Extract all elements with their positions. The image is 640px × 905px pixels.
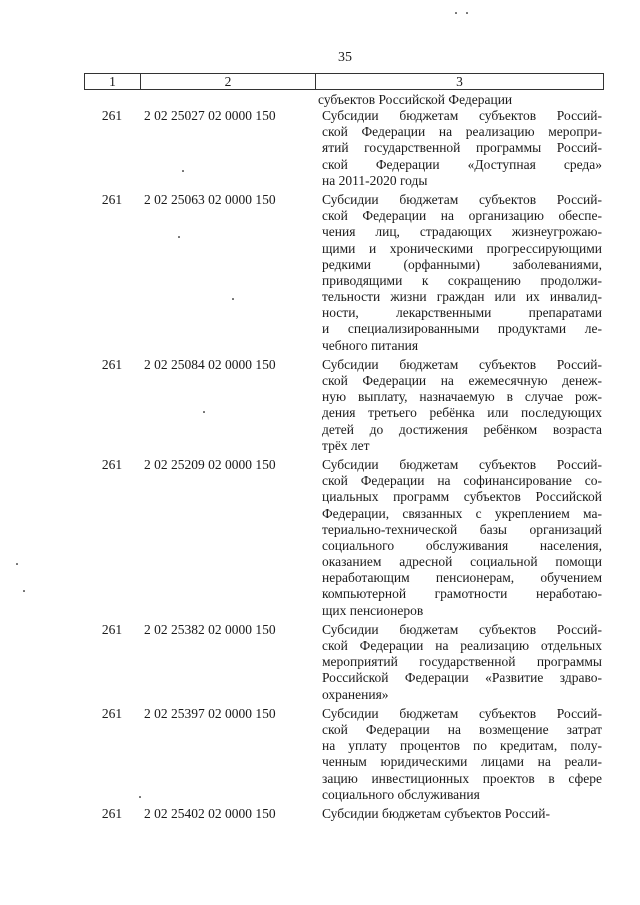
admin-code-cell: 261	[101, 705, 123, 721]
description-line: и специализированными продуктами ле-	[322, 321, 602, 337]
column-header-3: 3	[456, 74, 463, 89]
description-line: ченным юридическими лицами на реали-	[322, 754, 602, 770]
budget-code-cell: 2 02 25027 02 0000 150	[144, 108, 276, 123]
budget-code-cell: 2 02 25397 02 0000 150	[144, 705, 276, 721]
table-row	[84, 457, 604, 619]
admin-code-cell: 261	[101, 108, 123, 123]
admin-code-cell: 261	[101, 456, 123, 472]
table-row	[84, 706, 604, 803]
description-line: ской Федерации на организацию обеспе-	[322, 208, 602, 224]
description-cell	[322, 457, 602, 619]
description-line: Субсидии бюджетам субъектов Россий-	[322, 705, 602, 721]
description-line: Субсидии бюджетам субъектов Россий-	[322, 805, 550, 821]
description-line: охранения»	[322, 686, 389, 702]
description-line: социального обслуживания населения,	[322, 537, 602, 553]
admin-code-cell: 261	[101, 356, 123, 372]
table-header	[84, 73, 604, 90]
description-line: щими и хроническими прогрессирующими	[322, 240, 602, 256]
description-line: зацию инвестиционных проектов в сфере	[322, 770, 602, 786]
column-header-2: 2	[141, 74, 316, 89]
description-line: териально-технической базы организаций	[322, 521, 602, 537]
description-line: оказанием адресной социальной помощи	[322, 554, 602, 570]
description-line: Федерации, связанных с укреплением ма-	[322, 505, 602, 521]
description-line: редкими (орфанными) заболеваниями,	[322, 256, 602, 272]
scan-speck	[182, 170, 184, 172]
description-line: ской Федерации на реализацию отдельных	[322, 638, 602, 653]
description-line: ности, лекарственными препаратами	[322, 305, 602, 321]
table-body	[84, 108, 604, 825]
scan-speck	[139, 796, 141, 798]
scan-speck	[23, 590, 25, 592]
description-line: Субсидии бюджетам субъектов Россий-	[322, 621, 602, 637]
description-cell	[322, 357, 602, 454]
description-line: ской Федерации на ежемесячную денеж-	[322, 373, 602, 388]
budget-code-cell: 2 02 25063 02 0000 150	[144, 191, 276, 207]
description-line: приводящими к сокращению продолжи-	[322, 272, 602, 288]
admin-code-cell: 261	[101, 805, 123, 821]
description-line: тельности жизни граждан или их инвалид-	[322, 289, 602, 305]
description-line: щих пенсионеров	[322, 602, 424, 618]
page-number: 35	[338, 50, 352, 65]
scan-speck	[466, 12, 468, 14]
description-line: ской Федерации на возмещение затрат	[322, 721, 602, 737]
description-line: детей до достижения ребёнком возраста	[322, 421, 602, 437]
description-line: чебного питания	[322, 337, 419, 353]
scan-speck	[16, 563, 18, 565]
description-line: ской Федерации на софинансирование со-	[322, 473, 602, 489]
column-header-1: 1	[85, 74, 141, 89]
scan-speck	[203, 411, 205, 413]
table-row	[84, 192, 604, 354]
description-line: чения лиц, страдающих жизнеугрожаю-	[322, 224, 602, 240]
description-line: ской Федерации «Доступная среда»	[322, 156, 602, 172]
scan-speck	[232, 298, 234, 300]
budget-code-cell: 2 02 25382 02 0000 150	[144, 621, 276, 637]
budget-code-cell: 2 02 25084 02 0000 150	[144, 356, 276, 372]
admin-code-cell: 261	[101, 621, 123, 637]
description-line: Субсидии бюджетам субъектов Россий-	[322, 456, 602, 472]
description-line: на уплату процентов по кредитам, полу-	[322, 738, 602, 754]
description-cell	[322, 108, 602, 189]
description-line: циальных программ субъектов Российской	[322, 489, 602, 505]
description-line: дения третьего ребёнка или последующих	[322, 405, 602, 421]
description-line: трёх лет	[322, 437, 370, 453]
continued-description: субъектов Российской Федерации	[318, 92, 513, 107]
table-row	[84, 806, 604, 822]
description-line: Субсидии бюджетам субъектов Россий-	[322, 191, 602, 207]
description-cell	[322, 622, 602, 703]
description-line: неработающим пенсионерам, обучением	[322, 570, 602, 586]
description-cell	[322, 806, 602, 822]
description-cell	[322, 192, 602, 354]
description-line: на 2011-2020 годы	[322, 172, 428, 188]
scan-speck	[455, 12, 457, 14]
description-line: социального обслуживания	[322, 786, 480, 802]
description-line: ятий государственной программы Россий-	[322, 140, 602, 156]
description-line: ской Федерации на реализацию меропри-	[322, 124, 602, 140]
description-line: Российской Федерации «Развитие здраво-	[322, 670, 602, 686]
description-line: компьютерной грамотности неработаю-	[322, 586, 602, 602]
table-row	[84, 108, 604, 189]
scan-speck	[178, 236, 180, 238]
budget-code-cell: 2 02 25402 02 0000 150	[144, 805, 276, 821]
description-line: Субсидии бюджетам субъектов Россий-	[322, 356, 602, 372]
admin-code-cell: 261	[101, 191, 123, 207]
description-line: мероприятий государственной программы	[322, 654, 602, 670]
description-cell	[322, 706, 602, 803]
description-line: Субсидии бюджетам субъектов Россий-	[322, 108, 602, 123]
budget-code-cell: 2 02 25209 02 0000 150	[144, 456, 276, 472]
description-line: ную выплату, назначаемую в случае рож-	[322, 389, 602, 405]
table-row	[84, 357, 604, 454]
table-row	[84, 622, 604, 703]
